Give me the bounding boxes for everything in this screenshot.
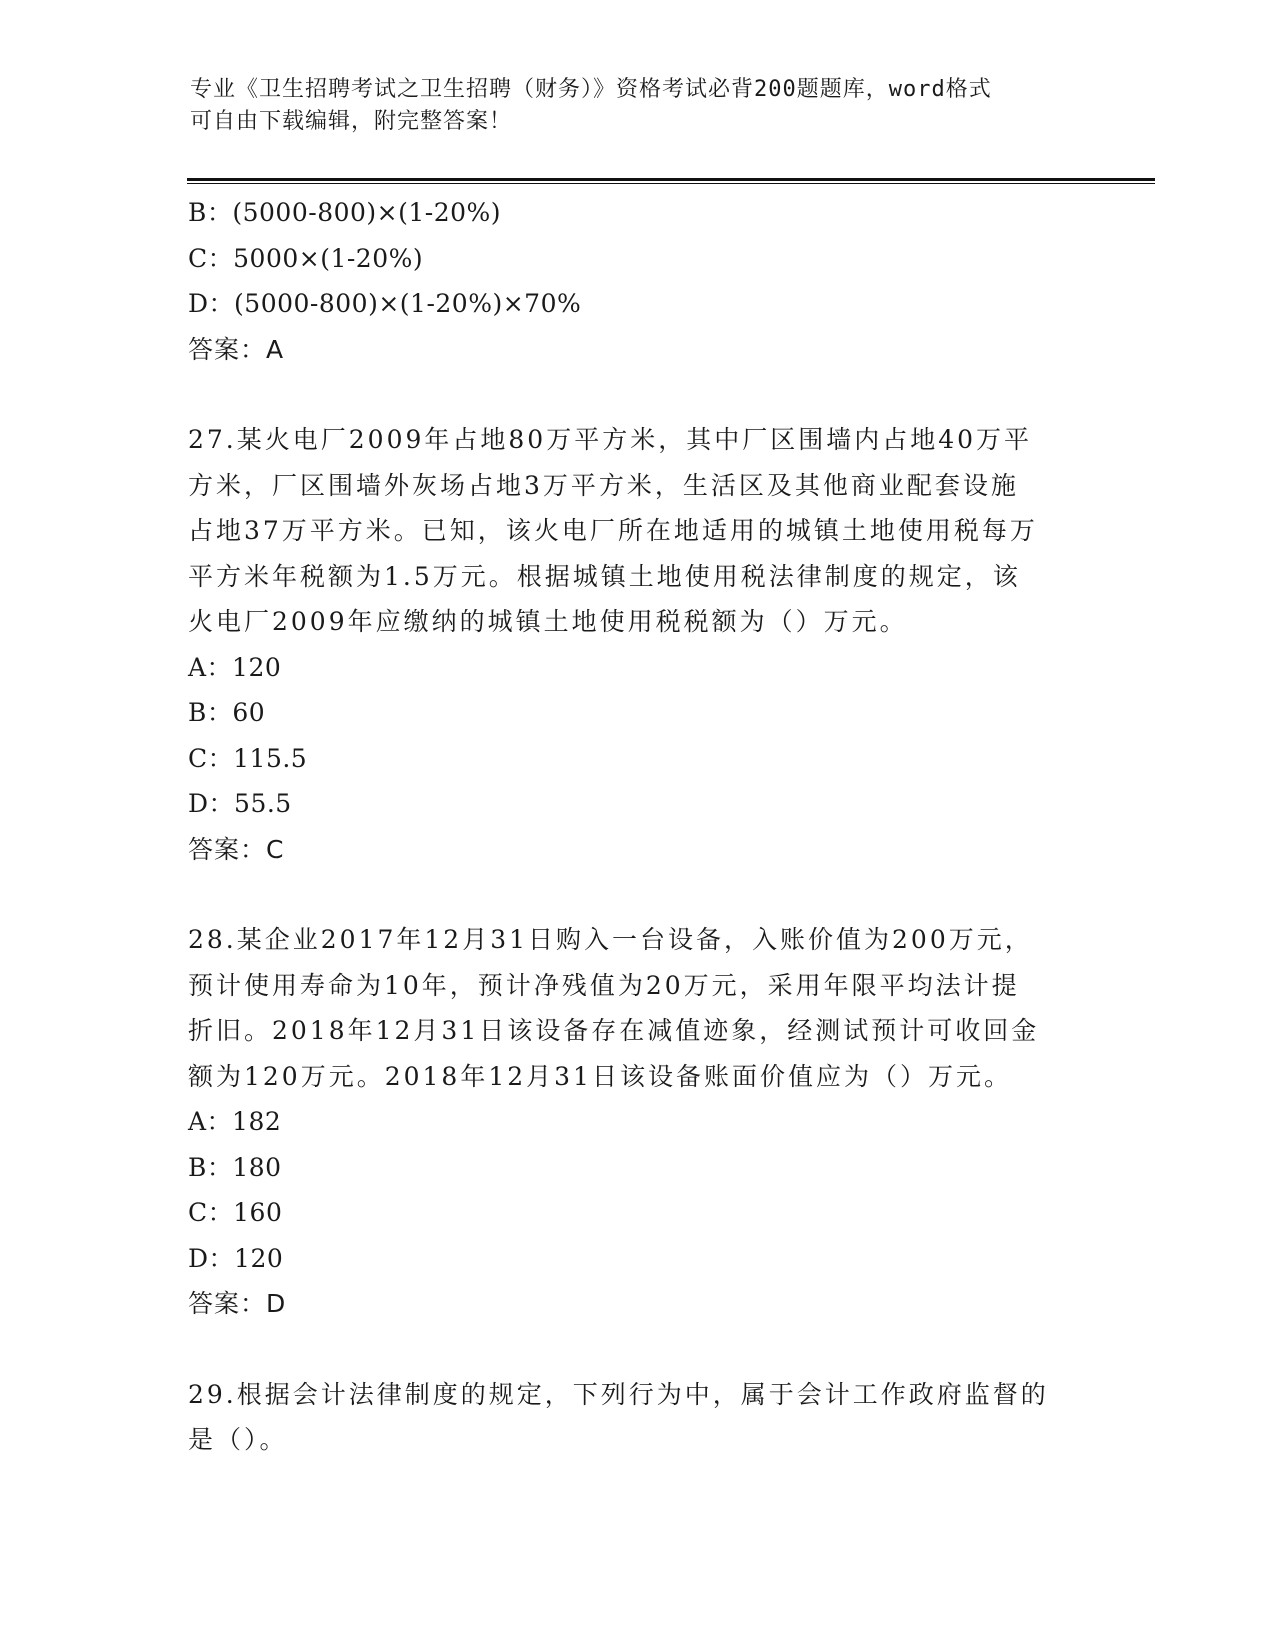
header-divider-thick [187, 178, 1155, 181]
answer-text: 答案：C [188, 834, 285, 864]
option-c: C：5000×(1-20%) [188, 243, 424, 273]
question-text-line: 预计使用寿命为10年，预计净残值为20万元，采用年限平均法计提 [188, 970, 1020, 1000]
header-line-2: 可自由下载编辑，附完整答案！ [190, 109, 513, 134]
answer-text: 答案：D [188, 1289, 287, 1318]
spacer [188, 1327, 1088, 1372]
option-a: A：182 [188, 1107, 282, 1136]
spacer [188, 372, 1088, 417]
option-c: C：160 [188, 1198, 283, 1227]
question-27 [188, 417, 1088, 872]
option-b: B：180 [188, 1152, 282, 1182]
question-text-line: 占地37万平方米。已知，该火电厂所在地适用的城镇土地使用税每万 [188, 516, 1038, 545]
option-a: A：120 [188, 652, 282, 682]
question-28 [188, 917, 1088, 1327]
question-29 [188, 1372, 1088, 1463]
question-text-line: 28.某企业2017年12月31日购入一台设备，入账价值为200万元， [188, 925, 1033, 954]
option-b: B：(5000-800)×(1-20%) [188, 198, 502, 227]
question-text-line: 火电厂2009年应缴纳的城镇土地使用税税额为（）万元。 [188, 607, 908, 636]
spacer [188, 872, 1088, 917]
header-divider-thin [187, 183, 1155, 184]
question-text-line: 折旧。2018年12月31日该设备存在减值迹象，经测试预计可收回金 [188, 1016, 1040, 1045]
document-body [188, 190, 1088, 1463]
option-b: B：60 [188, 698, 266, 727]
question-text-line: 27.某火电厂2009年占地80万平方米，其中厂区围墙内占地40万平 [188, 425, 1033, 454]
question-text-line: 29.根据会计法律制度的规定，下列行为中，属于会计工作政府监督的 [188, 1379, 1049, 1409]
option-d: D：55.5 [188, 789, 292, 818]
question-26-tail [188, 190, 1088, 372]
answer-text: 答案：A [188, 334, 285, 364]
header-line-1: 专业《卫生招聘考试之卫生招聘（财务）》资格考试必背200题题库，word格式 [190, 77, 992, 102]
document-header [190, 74, 1070, 138]
question-text-line: 平方米年税额为1.5万元。根据城镇土地使用税法律制度的规定，该 [188, 561, 1021, 591]
question-text-line: 是（）。 [188, 1425, 288, 1454]
option-c: C：115.5 [188, 743, 308, 773]
option-d: D：120 [188, 1243, 284, 1273]
option-d: D：(5000-800)×(1-20%)×70% [188, 289, 582, 318]
question-text-line: 额为120万元。2018年12月31日该设备账面价值应为（）万元。 [188, 1061, 1012, 1091]
question-text-line: 方米，厂区围墙外灰场占地3万平方米，生活区及其他商业配套设施 [188, 470, 1019, 500]
